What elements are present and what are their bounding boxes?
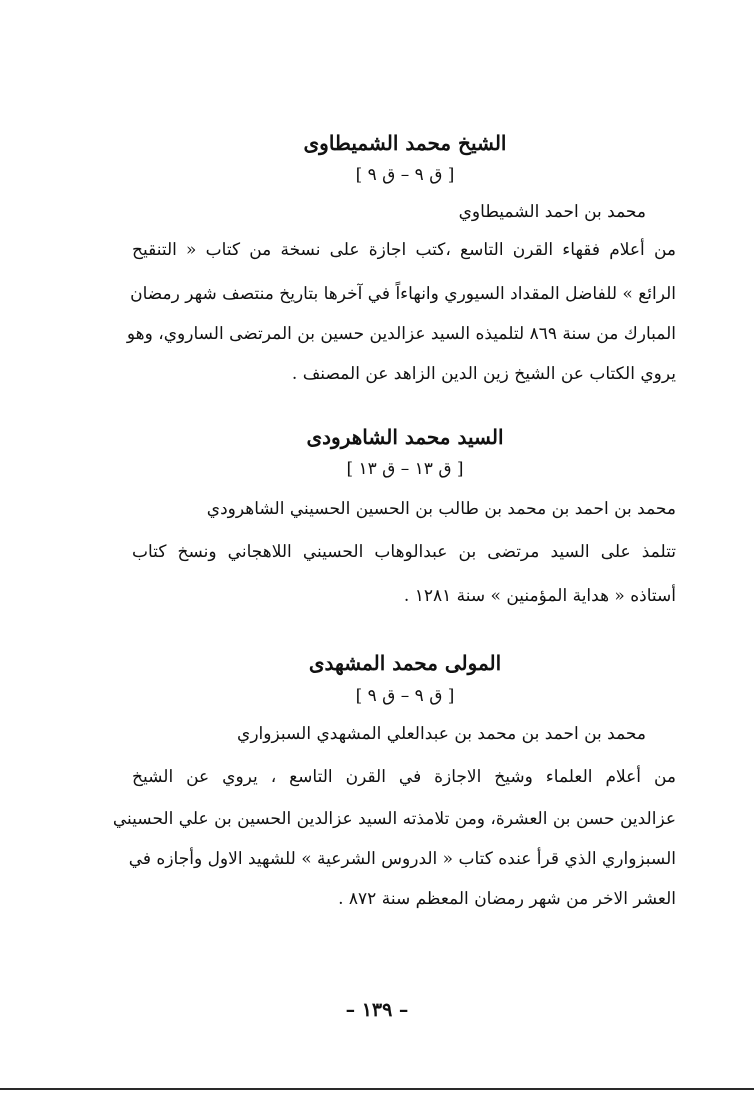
entry-text-line: السبزواري الذي قرأ عنده كتاب « الدروس الشرعية » للشهيد الاول وأجازه في <box>128 849 676 869</box>
entry-text-line: المبارك من سنة ٨٦٩ لتلميذه السيد عزالدين حسين بن المرتضى الساروي، وهو <box>126 324 676 344</box>
entry-text-line: أستاذه « هداية المؤمنين » سنة ١٢٨١ . <box>403 586 676 606</box>
entry-text-line: العشر الاخر من شهر رمضان المعظم سنة ٨٧٢ . <box>338 889 676 909</box>
entry-heading: السيد محمد الشاهرودى <box>306 425 504 449</box>
entry-full-name: محمد بن احمد بن محمد بن طالب بن الحسين الحسيني الشاهرودي <box>206 499 676 519</box>
century-code: [ ق ٩ – ق ٩ ] <box>355 686 455 706</box>
entry-full-name: محمد بن احمد بن محمد بن عبدالعلي المشهدي السبزواري <box>237 724 646 744</box>
page-number: – ١٣٩ – <box>345 999 409 1021</box>
century-code: [ ق ٩ – ق ٩ ] <box>355 165 455 185</box>
entry-text-line: من أعلام العلماء وشيخ الاجازة في القرن التاسع ، يروي عن الشيخ <box>132 767 676 787</box>
entry-text-line: من أعلام فقهاء القرن التاسع ،كتب اجازة على نسخة من كتاب « التنقيح <box>132 240 676 260</box>
entry-full-name: محمد بن احمد الشميطاوي <box>458 202 646 222</box>
entry-text-line: يروي الكتاب عن الشيخ زين الدين الزاهد عن المصنف . <box>291 364 676 384</box>
bottom-rule <box>0 1088 754 1090</box>
century-code: [ ق ١٣ – ق ١٣ ] <box>346 459 464 479</box>
entry-text-line: عزالدين حسن بن العشرة، ومن تلامذته السيد عزالدين الحسين بن علي الحسيني <box>112 809 676 829</box>
entry-heading: المولى محمد المشهدى <box>308 651 502 675</box>
entry-heading: الشيخ محمد الشميطاوى <box>303 131 507 155</box>
entry-text-line: تتلمذ على السيد مرتضى بن عبدالوهاب الحسيني اللاهجاني ونسخ كتاب <box>132 542 676 562</box>
entry-text-line: الرائع » للفاضل المقداد السيوري وانهاءاً في آخرها بتاريخ منتصف شهر رمضان <box>130 284 676 304</box>
